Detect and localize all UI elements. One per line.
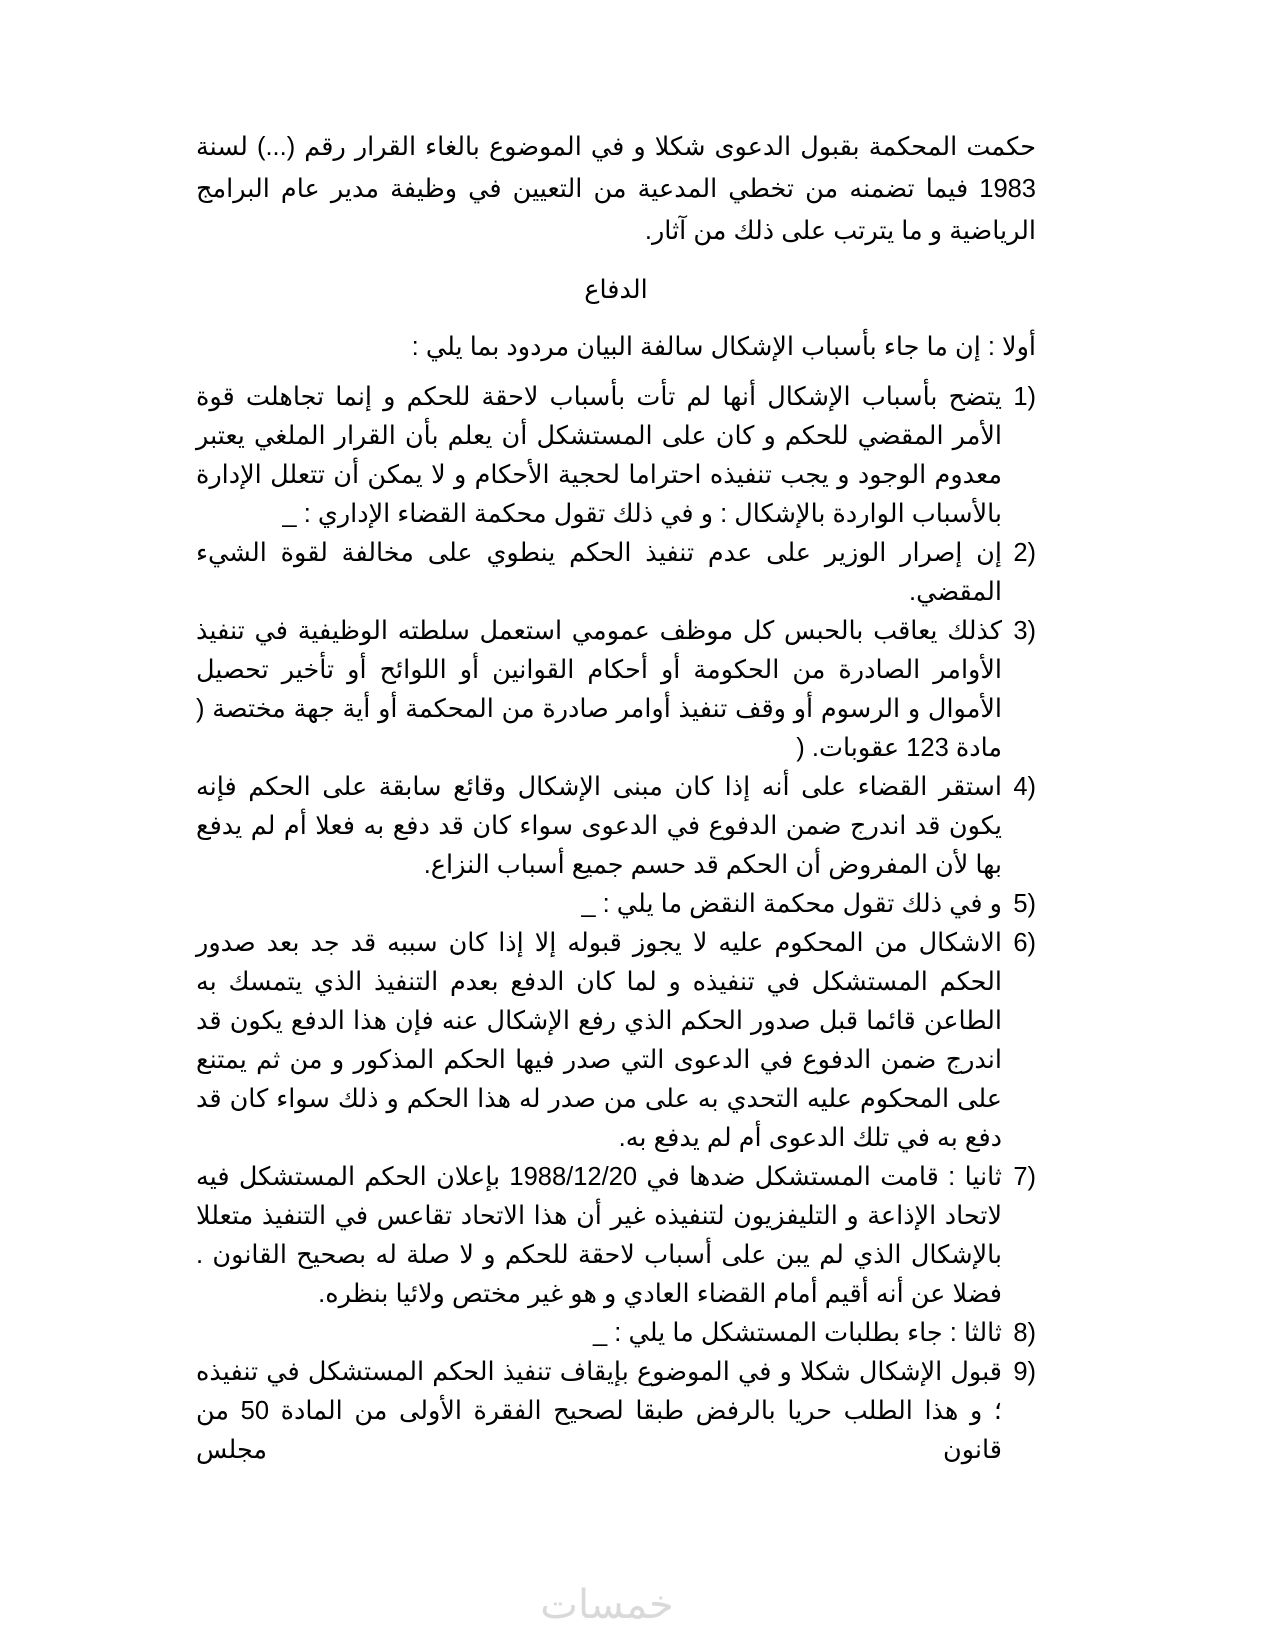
list-item-number: 9): [1013, 1358, 1036, 1386]
list-item-number: 3): [1013, 617, 1036, 645]
document-body: [196, 126, 1036, 1470]
list-item-number: 4): [1013, 773, 1036, 801]
list-item-text: ثانيا : قامت المستشكل ضدها في 1988/12/20 بإعلان الحكم المستشكل فيه لاتحاد الإذاعة و التليفزيون لتنفيذه غير أن هذا الاتحاد تقاعس في التنفيذ متعللا بالإشكال الذي لم يبن على أسباب لاحقة للحكم و لا صلة له بصحيح القانون . فضلا عن أنه أقيم أمام القضاء العادي و هو غير مختص ولائيا بنظره.: [196, 1163, 1002, 1308]
list-item-text: قبول الإشكال شكلا و في الموضوع بإيقاف تنفيذ الحكم المستشكل في تنفيذه ؛ و هذا الطلب حريا بالرفض طبقا لصحيح الفقرة الأولى من المادة 50 من قانون مجلس: [196, 1358, 1002, 1464]
list-item: [196, 1314, 1036, 1353]
list-item-text: و في ذلك تقول محكمة النقض ما يلي : _: [581, 890, 1002, 918]
list-item: [196, 1158, 1036, 1314]
list-item: [196, 924, 1036, 1158]
list-item-number: 5): [1013, 890, 1036, 918]
numbered-list: [196, 378, 1036, 1470]
list-item: [196, 534, 1036, 612]
list-item-number: 2): [1013, 539, 1036, 567]
list-item: [196, 1353, 1036, 1470]
list-item-number: 7): [1013, 1163, 1036, 1191]
list-item-number: 8): [1013, 1319, 1036, 1347]
list-item-text: يتضح بأسباب الإشكال أنها لم تأت بأسباب لاحقة للحكم و إنما تجاهلت قوة الأمر المقضي للحكم و كان على المستشكل أن يعلم بأن القرار الملغي يعتبر معدوم الوجود و يجب تنفيذه احتراما لحجية الأحكام و لا يمكن أن تتعلل الإدارة بالأسباب الواردة بالإشكال : و في ذلك تقول محكمة القضاء الإداري : _: [196, 383, 1002, 528]
list-item-number: 6): [1013, 929, 1036, 957]
list-item-text: الاشكال من المحكوم عليه لا يجوز قبوله إلا إذا كان سببه قد جد بعد صدور الحكم المستشكل في تنفيذه و لما كان الدفع بعدم التنفيذ الذي يتمسك به الطاعن قائما قبل صدور الحكم الذي رفع الإشكال عنه فإن هذا الدفع يكون قد اندرج ضمن الدفوع في الدعوى التي صدر فيها الحكم المذكور و من ثم يمتنع على المحكوم عليه التحدي به على من صدر له هذا الحكم و ذلك سواء كان قد دفع به في تلك الدعوى أم لم يدفع به.: [196, 929, 1002, 1152]
list-item: [196, 885, 1036, 924]
list-item: [196, 612, 1036, 768]
list-item: [196, 768, 1036, 885]
list-item-text: كذلك يعاقب بالحبس كل موظف عمومي استعمل سلطته الوظيفية في تنفيذ الأوامر الصادرة من الحكومة أو أحكام القوانين أو اللوائح أو تأخير تحصيل الأموال و الرسوم أو وقف تنفيذ أوامر صادرة من المحكمة أو أية جهة مختصة ( مادة 123 عقوبات. (: [196, 617, 1002, 762]
list-item-text: استقر القضاء على أنه إذا كان مبنى الإشكال وقائع سابقة على الحكم فإنه يكون قد اندرج ضمن الدفوع في الدعوى سواء كان قد دفع به فعلا أم لم يدفع بها لأن المفروض أن الحكم قد حسم جميع أسباب النزاع.: [196, 773, 1002, 879]
first-point-paragraph: أولا : إن ما جاء بأسباب الإشكال سالفة البيان مردود بما يلي :: [411, 333, 1036, 361]
list-item: [196, 378, 1036, 534]
section-heading: الدفاع: [584, 276, 648, 304]
watermark-logo: خمسات: [540, 1583, 674, 1627]
list-item-text: ثالثا : جاء بطلبات المستشكل ما يلي : _: [593, 1319, 1002, 1347]
intro-paragraph: حكمت المحكمة بقبول الدعوى شكلا و في الموضوع بالغاء القرار رقم (...) لسنة 1983 فيما تضمنه من تخطي المدعية من التعيين في وظيفة مدير عام البرامج الرياضية و ما يترتب على ذلك من آثار.: [196, 133, 1036, 245]
list-item-number: 1): [1013, 383, 1036, 411]
list-item-text: إن إصرار الوزير على عدم تنفيذ الحكم ينطوي على مخالفة لقوة الشيء المقضي.: [196, 539, 1002, 606]
